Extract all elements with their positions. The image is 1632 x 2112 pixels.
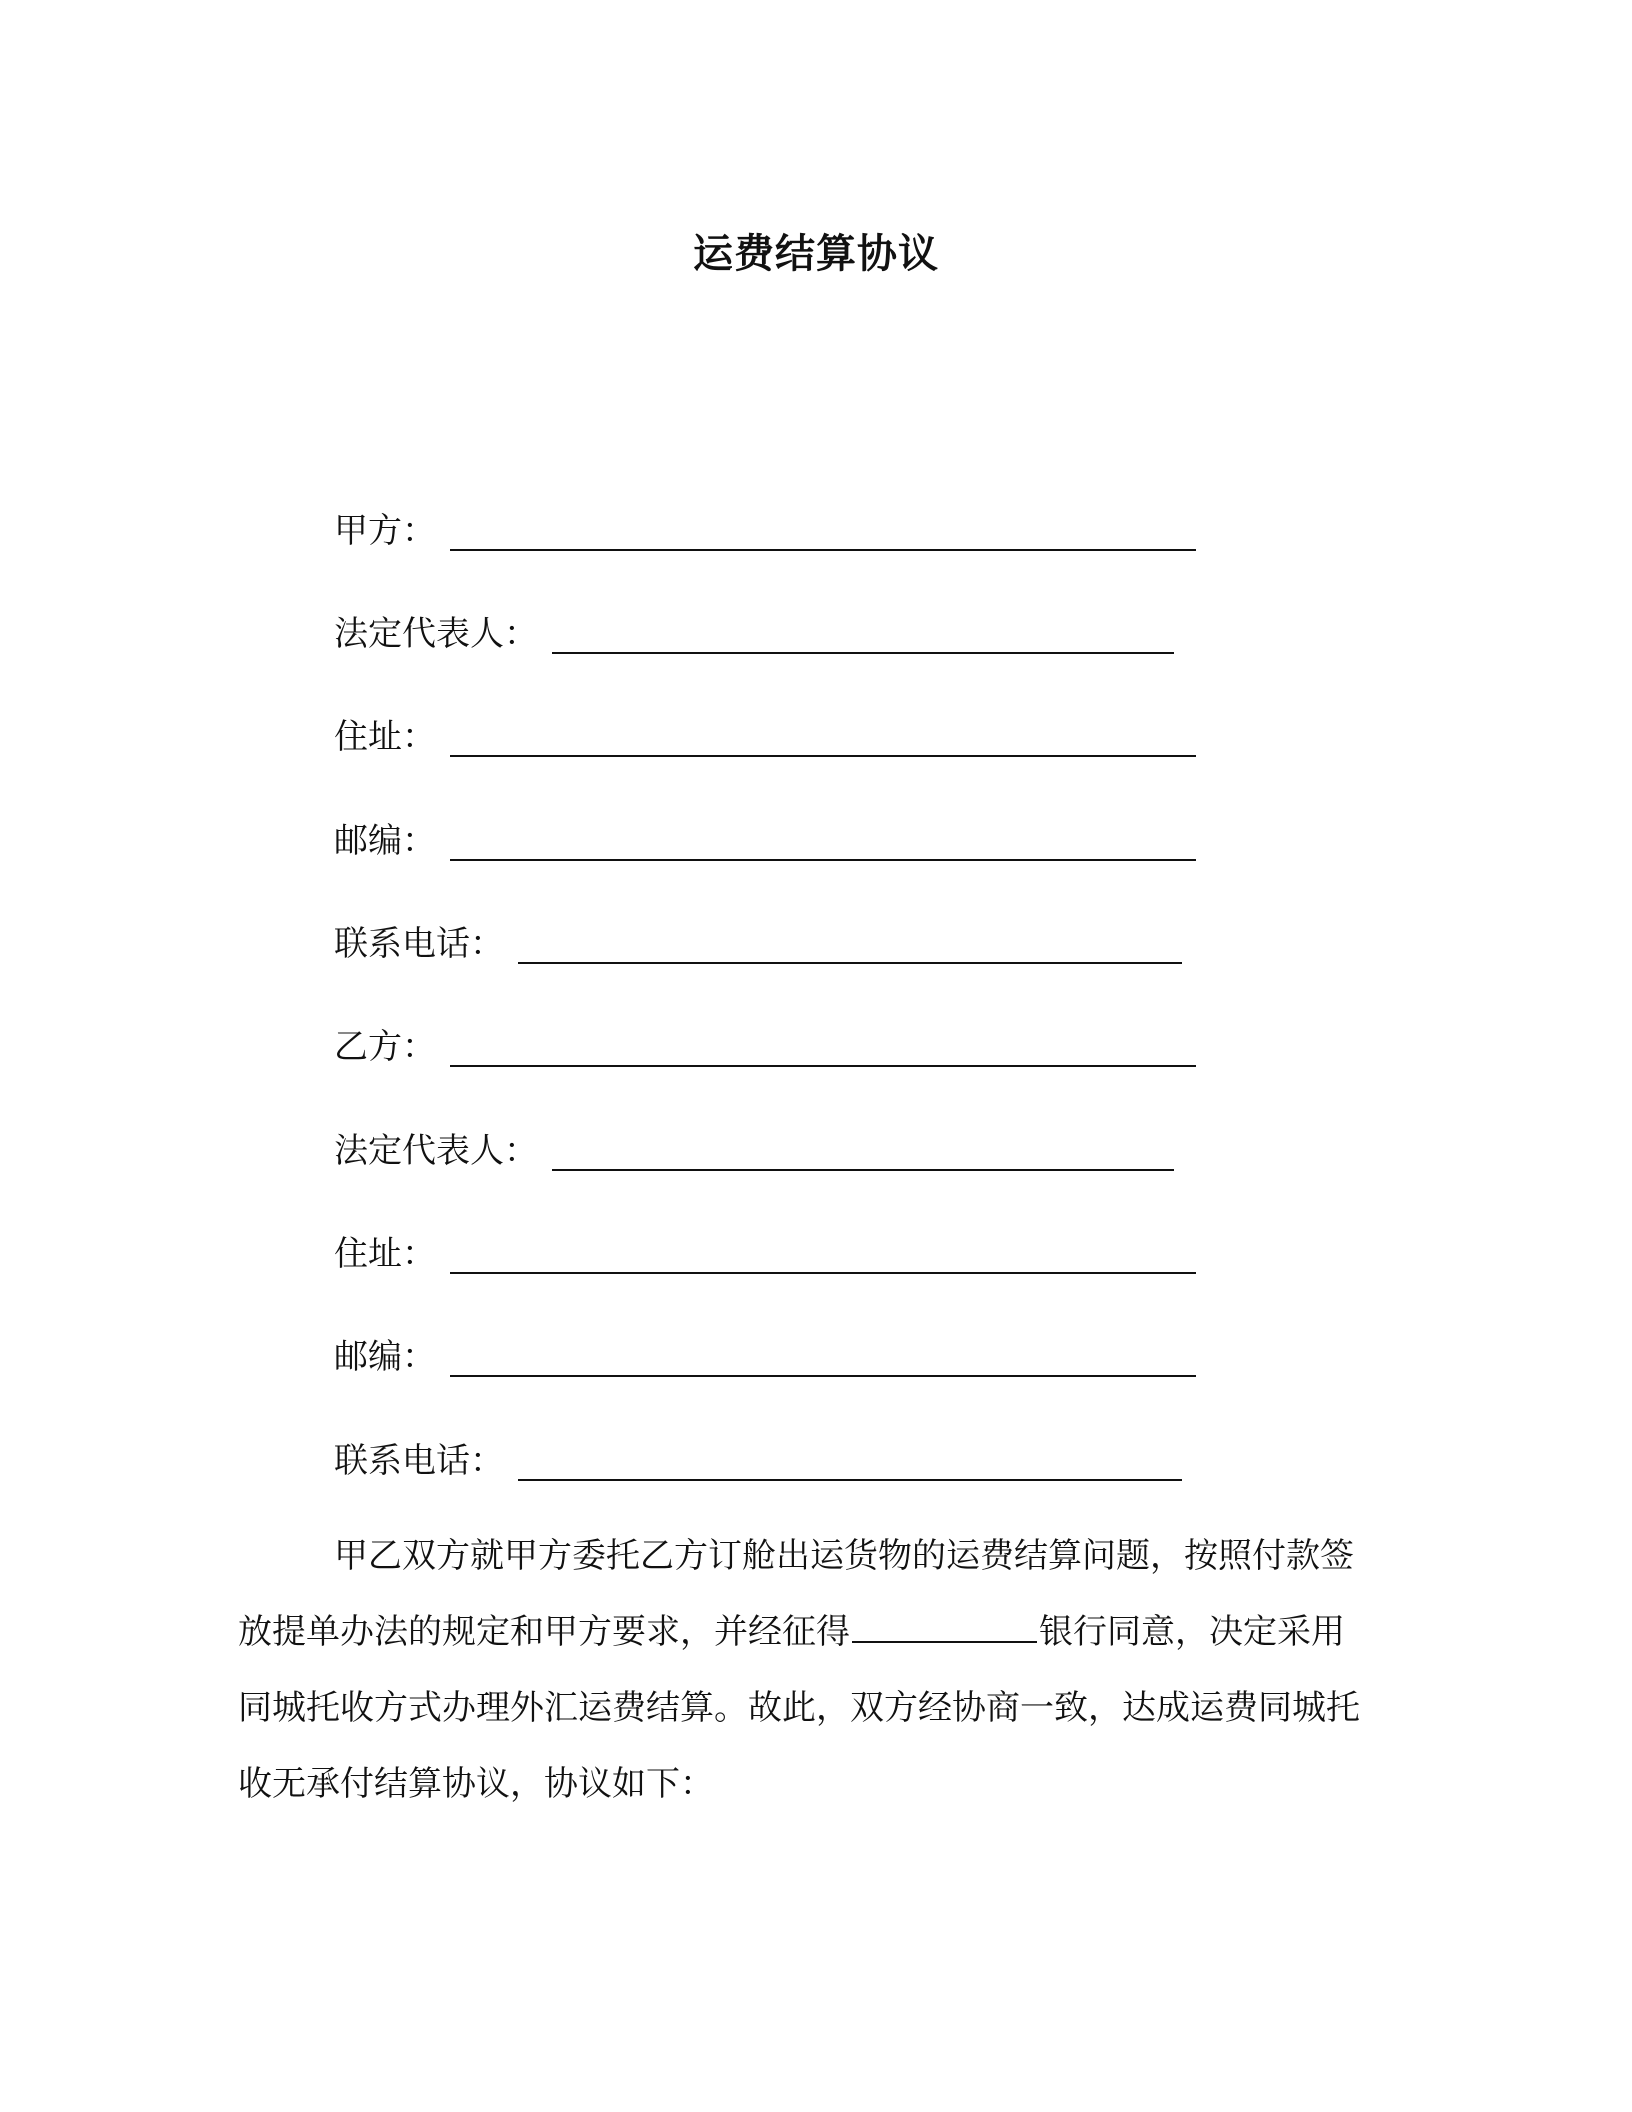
party-b-phone-field (334, 1432, 1182, 1482)
party-a-address-blank[interactable] (450, 715, 1196, 757)
field-colon: ： (470, 1441, 504, 1481)
party-b-phone-blank[interactable] (518, 1439, 1182, 1481)
party-a-address-field (334, 708, 1196, 758)
party-a-postcode-blank[interactable] (450, 819, 1196, 861)
field-colon: ： (504, 614, 538, 654)
field-colon: ： (504, 1131, 538, 1171)
intro-text-part1: 甲乙双方就甲方委托乙方订舱出运货物的运费结算问题，按照付款签放提单办法的规定和甲方要求，并经征得 (238, 1536, 1354, 1652)
party-b-postcode-blank[interactable] (450, 1335, 1196, 1377)
party-b-address-blank[interactable] (450, 1232, 1196, 1274)
party-a-representative-field (334, 605, 1174, 655)
bank-name-blank[interactable] (852, 1607, 1037, 1643)
field-label: 住址 (334, 1234, 402, 1274)
field-colon: ： (402, 511, 436, 551)
field-colon: ： (402, 1337, 436, 1377)
party-b-postcode-field (334, 1328, 1196, 1378)
field-colon: ： (402, 1234, 436, 1274)
party-a-postcode-field (334, 812, 1196, 862)
field-colon: ： (402, 1027, 436, 1067)
intro-paragraph (238, 1518, 1378, 1822)
party-a-phone-blank[interactable] (518, 922, 1182, 964)
party-a-blank[interactable] (450, 509, 1196, 551)
party-a-phone-field (334, 915, 1182, 965)
field-label: 法定代表人 (334, 1131, 504, 1171)
party-a-representative-blank[interactable] (552, 612, 1174, 654)
party-b-address-field (334, 1225, 1196, 1275)
party-b-representative-field (334, 1122, 1174, 1172)
field-label: 住址 (334, 717, 402, 757)
field-label: 联系电话 (334, 1441, 470, 1481)
field-colon: ： (402, 717, 436, 757)
party-b-representative-blank[interactable] (552, 1129, 1174, 1171)
field-label: 乙方 (334, 1027, 402, 1067)
document-title: 运费结算协议 (693, 231, 939, 277)
field-label: 邮编 (334, 1337, 402, 1377)
intro-text-part2: 银行同意，决定采用同城托收方式办理外汇运费结算。故此，双方经协商一致，达成运费同城托收无承付结算协议，协议如下： (238, 1612, 1360, 1804)
party-a-field (334, 502, 1196, 552)
field-label: 联系电话 (334, 924, 470, 964)
party-b-field (334, 1018, 1196, 1068)
party-b-blank[interactable] (450, 1025, 1196, 1067)
field-colon: ： (470, 924, 504, 964)
field-label: 邮编 (334, 821, 402, 861)
field-colon: ： (402, 821, 436, 861)
field-label: 法定代表人 (334, 614, 504, 654)
field-label: 甲方 (334, 511, 402, 551)
